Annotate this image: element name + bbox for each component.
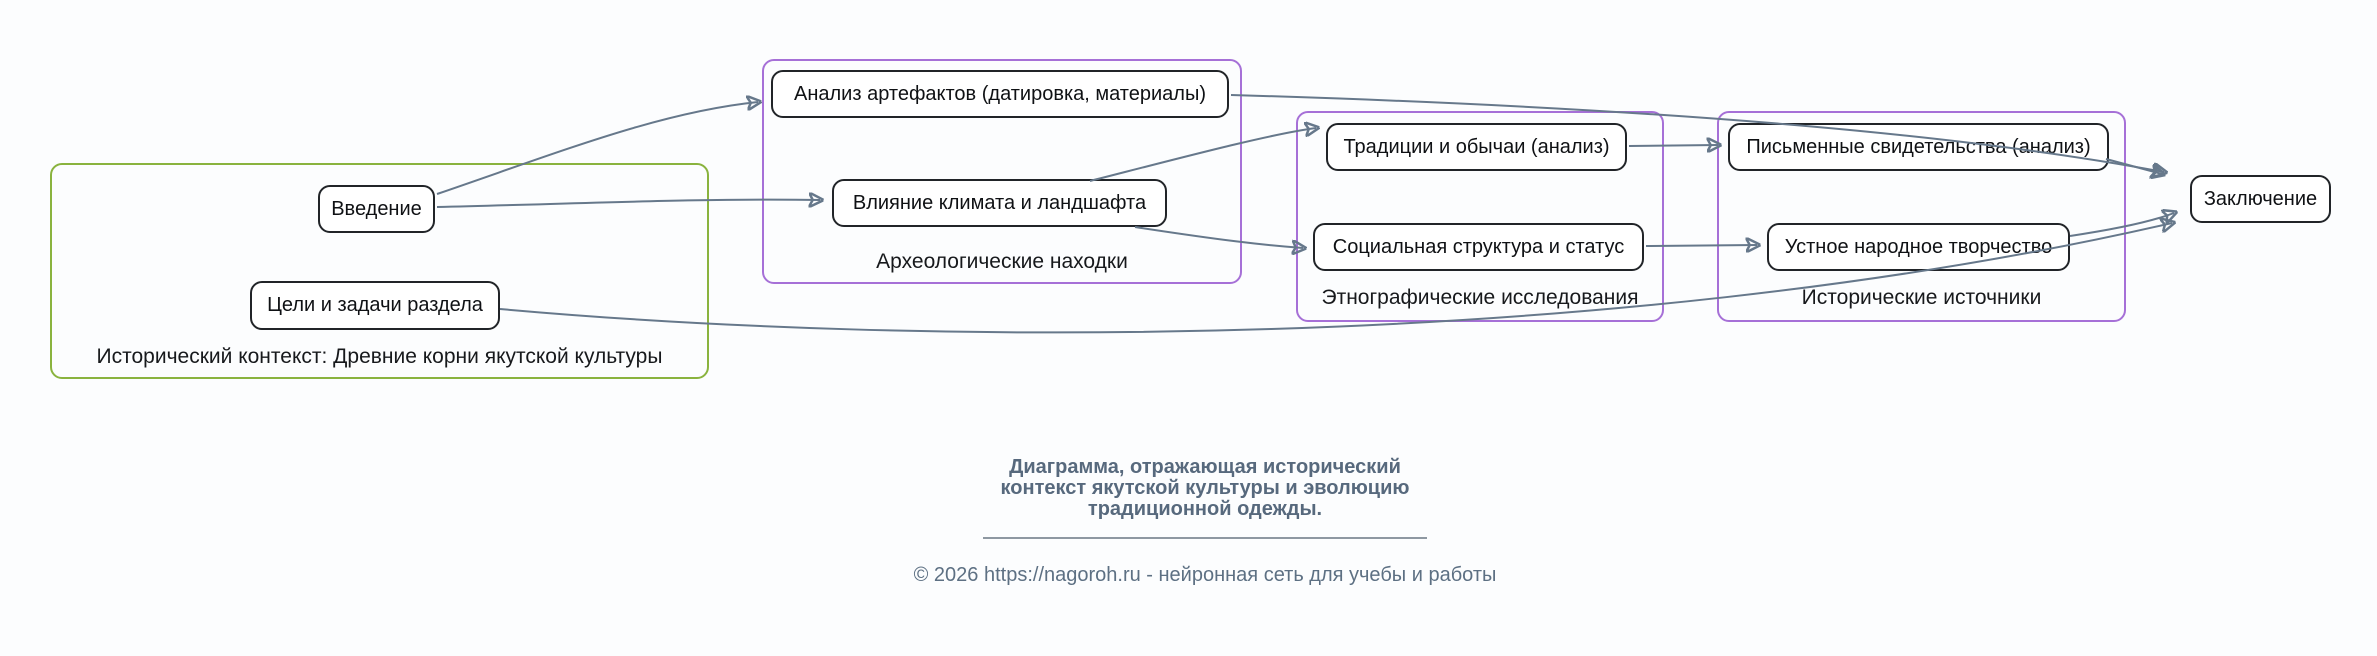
- node-label: Устное народное творчество: [1784, 235, 2053, 258]
- node-label: Традиции и обычаи (анализ): [1343, 135, 1610, 158]
- node-label: Анализ артефактов (датировка, материалы): [794, 82, 1206, 105]
- group-label-historical-sources: Исторические источники: [1801, 286, 2042, 309]
- node-climate-influence: [832, 179, 1167, 227]
- group-label-archeological-finds: Археологические находки: [876, 250, 1128, 273]
- node-traditions-customs: [1326, 123, 1627, 171]
- node-label: Цели и задачи раздела: [267, 294, 483, 316]
- node-label: Социальная структура и статус: [1332, 235, 1625, 258]
- node-written-evidence: [1728, 123, 2109, 171]
- node-goals: [250, 281, 500, 330]
- node-label: Письменные свидетельства (анализ): [1746, 135, 2091, 158]
- node-social-structure: [1313, 223, 1644, 271]
- node-introduction: [318, 185, 435, 233]
- caption-title: Диаграмма, отражающая исторический контекст якутской культуры и эволюцию традиционной одежды.: [1000, 456, 1410, 520]
- node-artifact-analysis: [771, 70, 1229, 118]
- node-label: Заключение: [2203, 187, 2318, 210]
- copyright-line: © 2026 https://nagoroh.ru - нейронная сеть для учебы и работы: [913, 564, 1497, 586]
- node-oral-folklore: [1767, 223, 2070, 271]
- node-label: Влияние климата и ландшафта: [852, 191, 1147, 214]
- node-label: Введение: [331, 197, 422, 220]
- group-label-historical-context: Исторический контекст: Древние корни якутской культуры: [96, 345, 663, 368]
- group-label-ethnographic-research: Этнографические исследования: [1321, 286, 1639, 309]
- node-conclusion: [2190, 175, 2331, 223]
- caption-divider: [983, 537, 1427, 539]
